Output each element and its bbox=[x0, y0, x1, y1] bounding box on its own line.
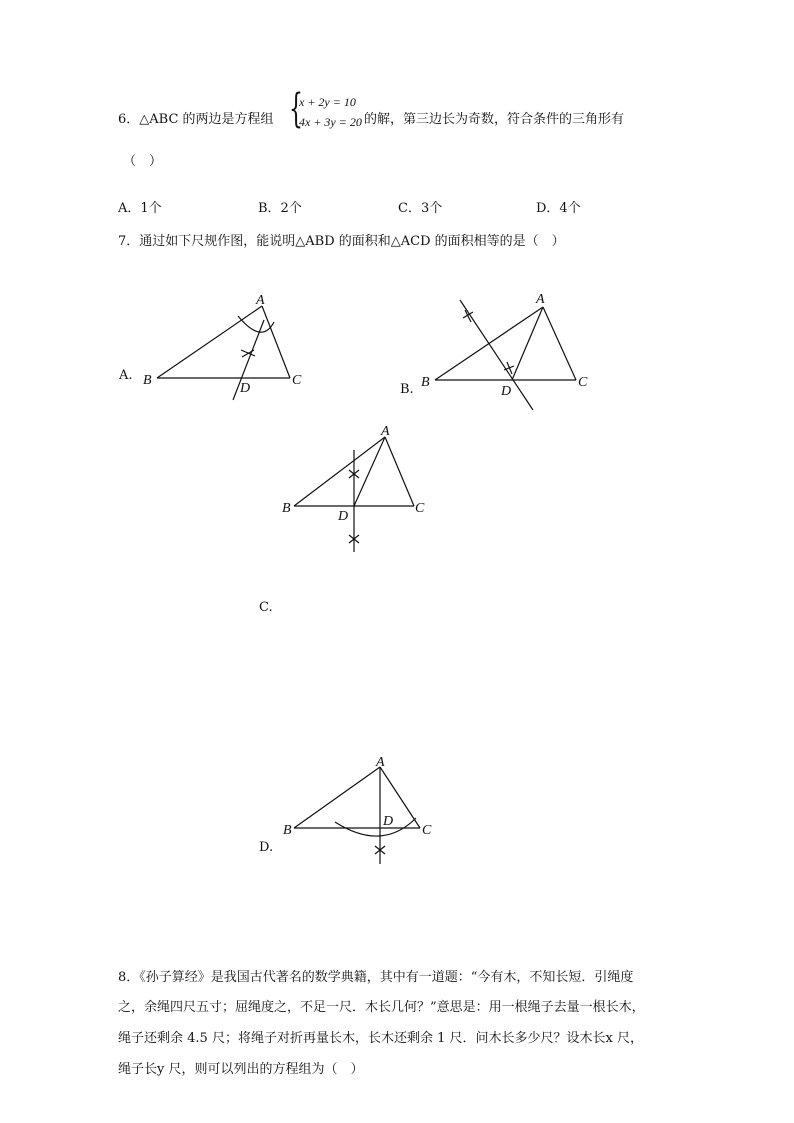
q6-paren: （ ） bbox=[123, 154, 163, 169]
equation-2: 4x + 3y = 20 bbox=[299, 115, 362, 129]
q8-line-4: 绳子长y 尺，则可以列出的方程组为（ ） bbox=[118, 1062, 364, 1077]
fig-b-vertex-b: B bbox=[421, 375, 430, 390]
q6-option-d[interactable]: D．4个 bbox=[536, 201, 581, 216]
fig-a-vertex-c: C bbox=[292, 373, 302, 388]
fig-c-vertex-b: B bbox=[282, 501, 291, 516]
q7-stem: 7．通过如下尺规作图，能说明△ABD 的面积和△ACD 的面积相等的是（ ） bbox=[118, 234, 565, 249]
fig-d-vertex-c: C bbox=[422, 823, 432, 838]
fig-b-vertex-a: A bbox=[536, 292, 545, 307]
fig-b-vertex-c: C bbox=[578, 375, 588, 390]
fig-c-vertex-a: A bbox=[381, 424, 390, 439]
fig-b-vertex-d: D bbox=[501, 384, 512, 399]
q6-number: 6． bbox=[118, 112, 140, 127]
q8-line-1: 8．《孙子算经》是我国古代著名的数学典籍，其中有一道题：“今有木，不知长短．引绳度 bbox=[118, 970, 634, 985]
option-d-label[interactable]: D. bbox=[259, 840, 274, 855]
fig-c-vertex-c: C bbox=[415, 501, 425, 516]
q6-suffix: 的解，第三边长为奇数，符合条件的三角形有 bbox=[364, 112, 625, 127]
fig-d-vertex-b: B bbox=[283, 823, 292, 838]
fig-d-vertex-d: D bbox=[383, 814, 394, 829]
fig-c-vertex-d: D bbox=[338, 509, 349, 524]
fig-d-vertex-a: A bbox=[376, 755, 385, 770]
option-a-label[interactable]: A. bbox=[119, 368, 133, 383]
q6-option-b[interactable]: B．2个 bbox=[258, 201, 302, 216]
fig-a-vertex-d: D bbox=[240, 381, 251, 396]
q8-line-3: 绳子还剩余 4.5 尺；将绳子对折再量长木，长木还剩余 1 尺．问木长多少尺？设木长x 尺， bbox=[118, 1031, 643, 1046]
option-b-label[interactable]: B. bbox=[400, 382, 414, 397]
fig-a-vertex-a: A bbox=[256, 293, 265, 308]
q6-option-a[interactable]: A．1个 bbox=[118, 201, 162, 216]
q6-option-c[interactable]: C．3个 bbox=[398, 201, 443, 216]
q6-prefix: △ABC 的两边是方程组 bbox=[139, 112, 274, 127]
equation-1: x + 2y = 10 bbox=[299, 95, 356, 109]
fig-a-vertex-b: B bbox=[143, 373, 152, 388]
left-brace-icon: { bbox=[289, 86, 303, 132]
option-c-label[interactable]: C. bbox=[259, 600, 273, 615]
q8-line-2: 之，余绳四尺五寸；屈绳度之，不足一尺．木长几何？”意思是：用一根绳子去量一根长木， bbox=[118, 1000, 645, 1015]
